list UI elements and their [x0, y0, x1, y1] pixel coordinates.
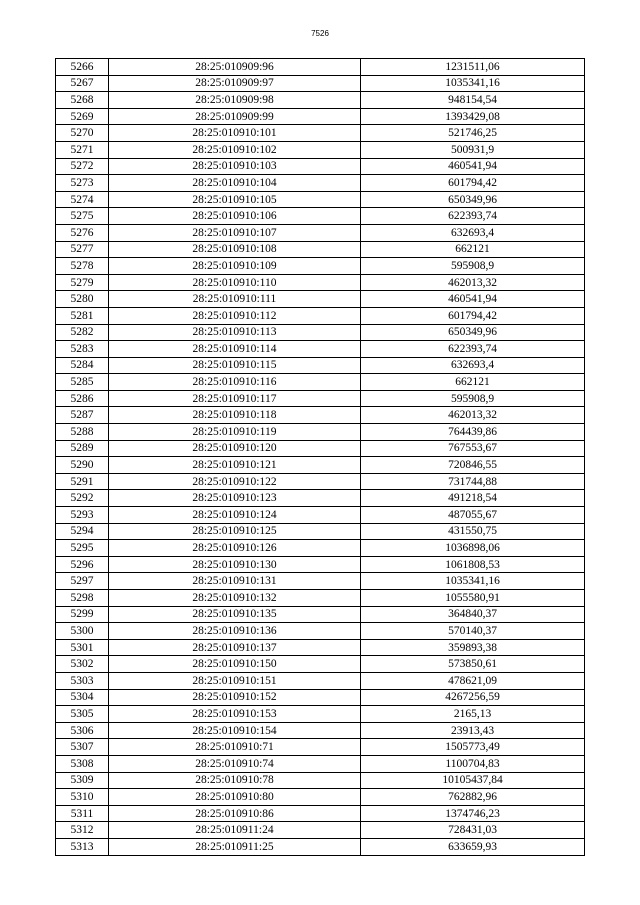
row-number-cell: 5288	[56, 424, 109, 441]
row-number-cell: 5280	[56, 291, 109, 308]
cadastral-number-cell: 28:25:010910:104	[109, 175, 361, 192]
cadastral-number-cell: 28:25:010910:80	[109, 789, 361, 806]
cadastral-value-cell: 478621,09	[361, 672, 585, 689]
row-number-cell: 5282	[56, 324, 109, 341]
table-row	[56, 540, 585, 557]
row-number-cell: 5287	[56, 407, 109, 424]
table-row	[56, 789, 585, 806]
row-number-cell: 5310	[56, 789, 109, 806]
row-number-cell: 5271	[56, 141, 109, 158]
table-row	[56, 656, 585, 673]
cadastral-number-cell: 28:25:010910:122	[109, 473, 361, 490]
cadastral-number-cell: 28:25:010910:114	[109, 341, 361, 358]
row-number-cell: 5311	[56, 805, 109, 822]
table-row	[56, 739, 585, 756]
cadastral-number-cell: 28:25:010910:101	[109, 125, 361, 142]
cadastral-value-cell: 23913,43	[361, 722, 585, 739]
cadastral-value-cell: 431550,75	[361, 523, 585, 540]
cadastral-value-cell: 767553,67	[361, 440, 585, 457]
table-row	[56, 706, 585, 723]
row-number-cell: 5283	[56, 341, 109, 358]
table-row	[56, 357, 585, 374]
row-number-cell: 5290	[56, 457, 109, 474]
table-row	[56, 92, 585, 109]
cadastral-value-cell: 487055,67	[361, 507, 585, 524]
cadastral-value-cell: 601794,42	[361, 175, 585, 192]
row-number-cell: 5273	[56, 175, 109, 192]
cadastral-number-cell: 28:25:010910:130	[109, 556, 361, 573]
table-row	[56, 141, 585, 158]
table-row	[56, 158, 585, 175]
cadastral-value-cell: 521746,25	[361, 125, 585, 142]
cadastral-number-cell: 28:25:010910:120	[109, 440, 361, 457]
cadastral-value-cell: 731744,88	[361, 473, 585, 490]
row-number-cell: 5269	[56, 108, 109, 125]
cadastral-value-cell: 500931,9	[361, 141, 585, 158]
cadastral-number-cell: 28:25:010910:109	[109, 258, 361, 275]
cadastral-number-cell: 28:25:010910:153	[109, 706, 361, 723]
row-number-cell: 5312	[56, 822, 109, 839]
cadastral-value-cell: 601794,42	[361, 307, 585, 324]
cadastral-number-cell: 28:25:010911:25	[109, 838, 361, 855]
cadastral-number-cell: 28:25:010910:105	[109, 191, 361, 208]
cadastral-number-cell: 28:25:010910:118	[109, 407, 361, 424]
table-row	[56, 507, 585, 524]
cadastral-number-cell: 28:25:010910:152	[109, 689, 361, 706]
cadastral-value-cell: 460541,94	[361, 158, 585, 175]
row-number-cell: 5291	[56, 473, 109, 490]
cadastral-value-cell: 622393,74	[361, 208, 585, 225]
cadastral-value-cell: 460541,94	[361, 291, 585, 308]
table-row	[56, 108, 585, 125]
cadastral-number-cell: 28:25:010909:97	[109, 75, 361, 92]
cadastral-number-cell: 28:25:010910:124	[109, 507, 361, 524]
row-number-cell: 5304	[56, 689, 109, 706]
cadastral-number-cell: 28:25:010910:107	[109, 224, 361, 241]
table-row	[56, 424, 585, 441]
cadastral-value-cell: 650349,96	[361, 191, 585, 208]
cadastral-value-cell: 573850,61	[361, 656, 585, 673]
cadastral-value-cell: 4267256,59	[361, 689, 585, 706]
cadastral-value-cell: 1100704,83	[361, 755, 585, 772]
cadastral-number-cell: 28:25:010910:132	[109, 590, 361, 607]
cadastral-number-cell: 28:25:010910:125	[109, 523, 361, 540]
row-number-cell: 5267	[56, 75, 109, 92]
cadastral-number-cell: 28:25:010910:154	[109, 722, 361, 739]
cadastral-value-cell: 1055580,91	[361, 590, 585, 607]
cadastral-number-cell: 28:25:010910:151	[109, 672, 361, 689]
cadastral-value-cell: 662121	[361, 241, 585, 258]
row-number-cell: 5302	[56, 656, 109, 673]
cadastral-number-cell: 28:25:010910:115	[109, 357, 361, 374]
cadastral-value-cell: 570140,37	[361, 623, 585, 640]
cadastral-value-cell: 650349,96	[361, 324, 585, 341]
cadastral-number-cell: 28:25:010910:112	[109, 307, 361, 324]
cadastral-value-cell: 1374746,23	[361, 805, 585, 822]
row-number-cell: 5278	[56, 258, 109, 275]
cadastral-value-cell: 622393,74	[361, 341, 585, 358]
row-number-cell: 5294	[56, 523, 109, 540]
cadastral-number-cell: 28:25:010910:108	[109, 241, 361, 258]
cadastral-number-cell: 28:25:010910:121	[109, 457, 361, 474]
cadastral-value-cell: 632693,4	[361, 357, 585, 374]
cadastral-value-cell: 1035341,16	[361, 573, 585, 590]
table-row	[56, 556, 585, 573]
table-row	[56, 258, 585, 275]
cadastral-number-cell: 28:25:010910:103	[109, 158, 361, 175]
cadastral-number-cell: 28:25:010910:117	[109, 390, 361, 407]
cadastral-value-cell: 1061808,53	[361, 556, 585, 573]
row-number-cell: 5285	[56, 374, 109, 391]
table-row	[56, 590, 585, 607]
cadastral-number-cell: 28:25:010910:137	[109, 639, 361, 656]
page-number: 7526	[311, 29, 329, 38]
row-number-cell: 5289	[56, 440, 109, 457]
row-number-cell: 5272	[56, 158, 109, 175]
cadastral-number-cell: 28:25:010910:78	[109, 772, 361, 789]
cadastral-value-cell: 491218,54	[361, 490, 585, 507]
cadastral-number-cell: 28:25:010910:102	[109, 141, 361, 158]
cadastral-value-cell: 462013,32	[361, 274, 585, 291]
cadastral-number-cell: 28:25:010909:99	[109, 108, 361, 125]
row-number-cell: 5279	[56, 274, 109, 291]
cadastral-number-cell: 28:25:010910:135	[109, 606, 361, 623]
row-number-cell: 5292	[56, 490, 109, 507]
cadastral-number-cell: 28:25:010910:116	[109, 374, 361, 391]
cadastral-value-cell: 1505773,49	[361, 739, 585, 756]
table-row	[56, 390, 585, 407]
table-row	[56, 291, 585, 308]
cadastral-number-cell: 28:25:010909:98	[109, 92, 361, 109]
table-row	[56, 457, 585, 474]
cadastral-number-cell: 28:25:010910:150	[109, 656, 361, 673]
table-row	[56, 307, 585, 324]
cadastral-value-table	[55, 58, 585, 856]
cadastral-value-cell: 762882,96	[361, 789, 585, 806]
table-row	[56, 822, 585, 839]
cadastral-value-cell: 633659,93	[361, 838, 585, 855]
cadastral-value-cell: 764439,86	[361, 424, 585, 441]
row-number-cell: 5274	[56, 191, 109, 208]
table-row	[56, 341, 585, 358]
row-number-cell: 5275	[56, 208, 109, 225]
cadastral-value-cell: 359893,38	[361, 639, 585, 656]
cadastral-number-cell: 28:25:010910:131	[109, 573, 361, 590]
cadastral-value-cell: 364840,37	[361, 606, 585, 623]
row-number-cell: 5295	[56, 540, 109, 557]
table-row	[56, 224, 585, 241]
cadastral-value-cell: 462013,32	[361, 407, 585, 424]
row-number-cell: 5303	[56, 672, 109, 689]
table-row	[56, 689, 585, 706]
row-number-cell: 5284	[56, 357, 109, 374]
table-row	[56, 440, 585, 457]
cadastral-number-cell: 28:25:010910:136	[109, 623, 361, 640]
cadastral-value-cell: 720846,55	[361, 457, 585, 474]
table-row	[56, 755, 585, 772]
cadastral-value-cell: 1231511,06	[361, 59, 585, 76]
table-row	[56, 722, 585, 739]
table-row	[56, 838, 585, 855]
row-number-cell: 5300	[56, 623, 109, 640]
table-row	[56, 241, 585, 258]
table-row	[56, 623, 585, 640]
cadastral-value-cell: 728431,03	[361, 822, 585, 839]
cadastral-number-cell: 28:25:010910:123	[109, 490, 361, 507]
table-row	[56, 75, 585, 92]
row-number-cell: 5293	[56, 507, 109, 524]
table-row	[56, 59, 585, 76]
cadastral-number-cell: 28:25:010910:110	[109, 274, 361, 291]
table-row	[56, 191, 585, 208]
cadastral-value-cell: 595908,9	[361, 258, 585, 275]
cadastral-value-cell: 662121	[361, 374, 585, 391]
table-row	[56, 523, 585, 540]
row-number-cell: 5276	[56, 224, 109, 241]
row-number-cell: 5308	[56, 755, 109, 772]
row-number-cell: 5286	[56, 390, 109, 407]
cadastral-number-cell: 28:25:010911:24	[109, 822, 361, 839]
table-row	[56, 125, 585, 142]
table-row	[56, 407, 585, 424]
row-number-cell: 5301	[56, 639, 109, 656]
cadastral-number-cell: 28:25:010910:74	[109, 755, 361, 772]
cadastral-number-cell: 28:25:010910:126	[109, 540, 361, 557]
cadastral-number-cell: 28:25:010910:86	[109, 805, 361, 822]
table-row	[56, 573, 585, 590]
table-body	[56, 59, 585, 856]
cadastral-value-cell: 595908,9	[361, 390, 585, 407]
row-number-cell: 5270	[56, 125, 109, 142]
row-number-cell: 5296	[56, 556, 109, 573]
table-row	[56, 672, 585, 689]
row-number-cell: 5298	[56, 590, 109, 607]
row-number-cell: 5266	[56, 59, 109, 76]
cadastral-number-cell: 28:25:010910:113	[109, 324, 361, 341]
table-row	[56, 772, 585, 789]
cadastral-value-cell: 1035341,16	[361, 75, 585, 92]
table-row	[56, 805, 585, 822]
cadastral-value-cell: 948154,54	[361, 92, 585, 109]
table-row	[56, 606, 585, 623]
row-number-cell: 5277	[56, 241, 109, 258]
cadastral-number-cell: 28:25:010910:119	[109, 424, 361, 441]
cadastral-value-cell: 2165,13	[361, 706, 585, 723]
row-number-cell: 5281	[56, 307, 109, 324]
cadastral-number-cell: 28:25:010910:71	[109, 739, 361, 756]
cadastral-value-cell: 10105437,84	[361, 772, 585, 789]
row-number-cell: 5299	[56, 606, 109, 623]
cadastral-number-cell: 28:25:010910:106	[109, 208, 361, 225]
row-number-cell: 5306	[56, 722, 109, 739]
table-row	[56, 175, 585, 192]
table-row	[56, 274, 585, 291]
row-number-cell: 5268	[56, 92, 109, 109]
table-row	[56, 473, 585, 490]
table-row	[56, 374, 585, 391]
row-number-cell: 5309	[56, 772, 109, 789]
row-number-cell: 5305	[56, 706, 109, 723]
row-number-cell: 5307	[56, 739, 109, 756]
cadastral-number-cell: 28:25:010910:111	[109, 291, 361, 308]
table-row	[56, 639, 585, 656]
cadastral-value-cell: 1036898,06	[361, 540, 585, 557]
row-number-cell: 5297	[56, 573, 109, 590]
cadastral-value-cell: 632693,4	[361, 224, 585, 241]
cadastral-number-cell: 28:25:010909:96	[109, 59, 361, 76]
table-row	[56, 324, 585, 341]
cadastral-value-cell: 1393429,08	[361, 108, 585, 125]
row-number-cell: 5313	[56, 838, 109, 855]
table-row	[56, 208, 585, 225]
table-row	[56, 490, 585, 507]
